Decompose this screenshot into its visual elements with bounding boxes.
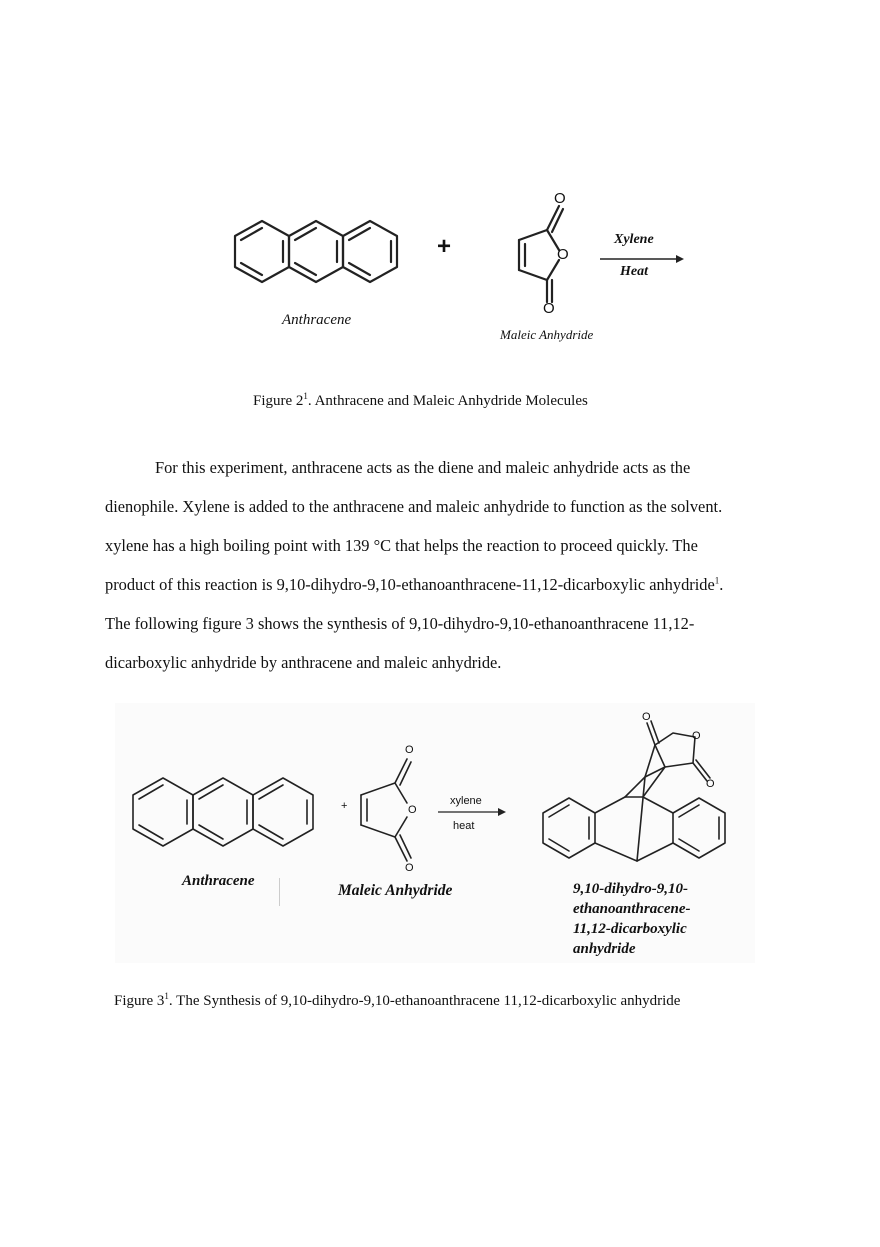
- figure-3-product-oxygen-right: O: [706, 778, 715, 790]
- figure-2-maleic-label: Maleic Anhydride: [500, 327, 594, 342]
- figure-3-product-label: [573, 879, 691, 959]
- figure-2-anthracene-structure: [225, 215, 405, 290]
- figure-3-caption-ref: 1: [164, 991, 169, 1001]
- figure-3-heat-label: heat: [453, 820, 475, 832]
- paragraph-line-4-end: .: [719, 575, 724, 594]
- figure-3-product-line-4: anhydride: [573, 941, 636, 957]
- figure-3-maleic-oxygen-ring: O: [408, 804, 417, 816]
- figure-3-product-line-1: 9,10-dihydro-9,10-: [573, 881, 688, 897]
- paragraph-line-3: xylene has a high boiling point with 139 °C that helps the reaction to proceed quickly. The: [105, 536, 698, 555]
- paragraph-line-4-text: product of this reaction is 9,10-dihydro-9,10-ethanoanthracene-11,12-dicarboxylic anhydride: [105, 575, 715, 594]
- figure-3-product-oxygen-ring: O: [692, 730, 701, 742]
- figure-2-caption-prefix: Figure 2: [253, 393, 304, 409]
- figure-3-anthracene-structure: [128, 772, 323, 852]
- figure-2-caption: [253, 393, 588, 410]
- figure-3-maleic-label: Maleic Anhydride: [338, 882, 453, 899]
- figure-2-anthracene-label: Anthracene: [282, 312, 352, 328]
- figure-3-anthracene-label: Anthracene: [182, 873, 255, 889]
- paragraph-line-5: The following figure 3 shows the synthesis of 9,10-dihydro-9,10-ethanoanthracene 11,12-: [105, 614, 695, 633]
- figure-2-oxygen-bottom: O: [543, 300, 555, 317]
- paragraph-line-4: [105, 565, 765, 604]
- figure-3-maleic-oxygen-top: O: [405, 744, 414, 756]
- figure-2-caption-text: . Anthracene and Maleic Anhydride Molecules: [307, 393, 588, 409]
- figure-3-plus-sign: +: [341, 800, 348, 812]
- figure-3-xylene-label: xylene: [450, 795, 482, 807]
- paragraph-line-6: dicarboxylic anhydride by anthracene and maleic anhydride.: [105, 653, 502, 672]
- figure-2-oxygen-ring: O: [557, 246, 569, 263]
- figure-2-caption-ref: 1: [303, 391, 308, 401]
- figure-2-oxygen-top: O: [554, 190, 566, 207]
- figure-3-product-line-3: 11,12-dicarboxylic: [573, 921, 687, 937]
- figure-3-reaction-arrow: [438, 806, 508, 818]
- paragraph-citation: 1: [714, 575, 720, 586]
- figure-2-xylene-label: Xylene: [614, 232, 654, 247]
- figure-3-maleic-anhydride-structure: [355, 745, 435, 875]
- figure-2-plus-sign: +: [437, 233, 452, 260]
- figure-3-maleic-oxygen-bottom: O: [405, 862, 414, 874]
- figure-3-caption-text: . The Synthesis of 9,10-dihydro-9,10-ethanoanthracene 11,12-dicarboxylic anhydride: [168, 993, 681, 1009]
- figure-3-caption: [114, 993, 680, 1010]
- paragraph-line-1: For this experiment, anthracene acts as the diene and maleic anhydride acts as the: [155, 458, 691, 477]
- figure-3-product-oxygen-left: O: [642, 711, 651, 723]
- figure-2-heat-label: Heat: [620, 264, 648, 279]
- figure-3-separator: [279, 878, 280, 906]
- figure-3-product-line-2: ethanoanthracene-: [573, 901, 691, 917]
- paragraph-line-2: dienophile. Xylene is added to the anthracene and maleic anhydride to function as the solvent.: [105, 497, 723, 516]
- body-paragraph: [105, 448, 765, 682]
- figure-3-caption-prefix: Figure 3: [114, 993, 165, 1009]
